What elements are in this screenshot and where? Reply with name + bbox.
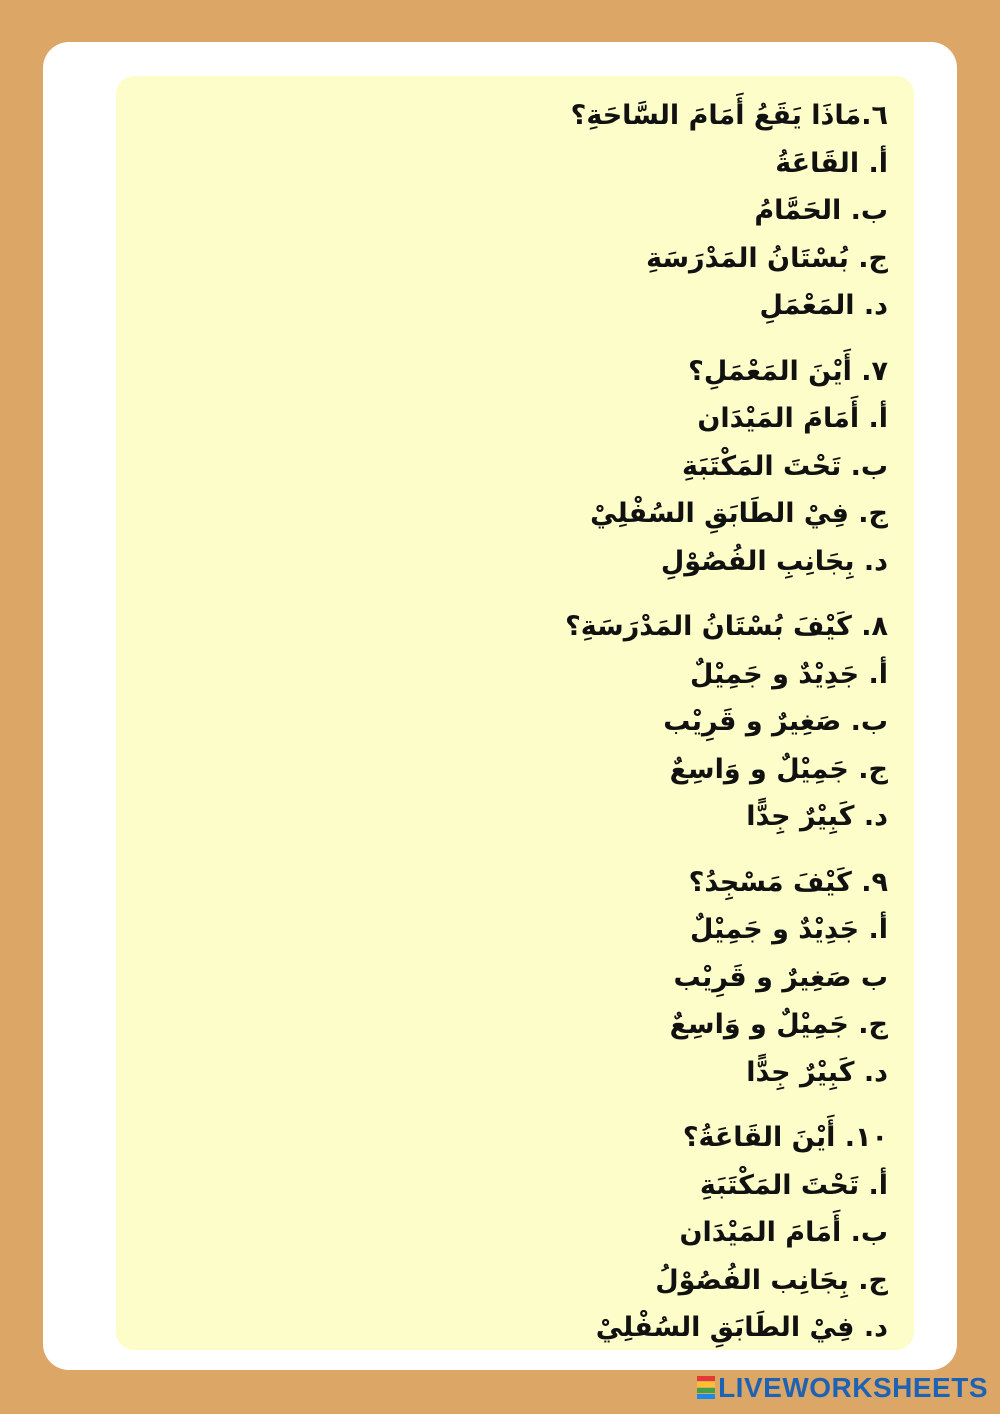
option-b[interactable]: ب صَغِيرٌ و قَرِيْب: [673, 961, 888, 993]
option-d[interactable]: د. بِجَانِبِ الفُصُوْلِ: [660, 545, 888, 577]
liveworksheets-logo[interactable]: [697, 1370, 988, 1406]
question-prompt: ٦.مَاذَا يَقَعُ أَمَامَ السَّاحَةِ؟: [570, 100, 888, 131]
questions-list: [268, 92, 888, 1370]
option-b[interactable]: ب. أَمَامَ المَيْدَان: [679, 1217, 888, 1248]
option-d[interactable]: د. كَبِيْرٌ جِدًّا: [746, 801, 888, 832]
option-d[interactable]: د. كَبِيْرٌ جِدًّا: [746, 1056, 888, 1088]
option-a[interactable]: أ. جَدِيْدٌ و جَمِيْلٌ: [690, 658, 888, 690]
question-prompt: ٩. كَيْفَ مَسْجِدُ؟: [688, 866, 888, 898]
logo-bar-yellow: [697, 1382, 715, 1387]
logo-bar-blue: [697, 1394, 715, 1399]
option-c[interactable]: ج. بُسْتَانُ المَدْرَسَةِ: [646, 242, 888, 274]
logo-text: LIVEWORKSHEETS: [718, 1372, 988, 1403]
logo-bar-green: [697, 1388, 715, 1393]
question-10: [268, 1114, 888, 1352]
option-b[interactable]: ب. الحَمَّامُ: [754, 195, 888, 226]
option-c[interactable]: ج. جَمِيْلٌ و وَاسِعٌ: [669, 753, 888, 785]
option-b[interactable]: ب. تَحْتَ المَكْتَبَةِ: [682, 450, 888, 482]
option-a[interactable]: أ. تَحْتَ المَكْتَبَةِ: [699, 1169, 888, 1201]
question-prompt: ٨. كَيْفَ بُسْتَانُ المَدْرَسَةِ؟: [565, 611, 888, 642]
option-d[interactable]: د. فِيْ الطَابَقِ السُفْلِيْ: [595, 1312, 888, 1343]
live-icon: [697, 1376, 715, 1400]
option-c[interactable]: ج. فِيْ الطَابَقِ السُفْلِيْ: [590, 498, 888, 529]
question-8: [268, 603, 888, 841]
question-7: [268, 348, 888, 586]
option-c[interactable]: ج. بِجَانِب الفُصُوْلُ: [655, 1264, 888, 1296]
option-b[interactable]: ب. صَغِيرٌ و قَرِيْب: [663, 706, 888, 737]
option-c[interactable]: ج. جَمِيْلٌ و وَاسِعٌ: [669, 1009, 888, 1040]
question-prompt: ١٠. أَيْنَ القَاعَةُ؟: [682, 1122, 888, 1153]
option-a[interactable]: أ. القَاعَةُ: [775, 147, 888, 179]
question-9: [268, 859, 888, 1097]
option-a[interactable]: أ. أَمَامَ المَيْدَان: [697, 403, 888, 434]
option-a[interactable]: أ. جَدِيْدٌ و جَمِيْلٌ: [690, 914, 888, 945]
question-6: [268, 92, 888, 330]
question-prompt: ٧. أَيْنَ المَعْمَلِ؟: [688, 355, 888, 387]
logo-bar-red: [697, 1376, 715, 1381]
option-d[interactable]: د. المَعْمَلِ: [759, 290, 888, 321]
